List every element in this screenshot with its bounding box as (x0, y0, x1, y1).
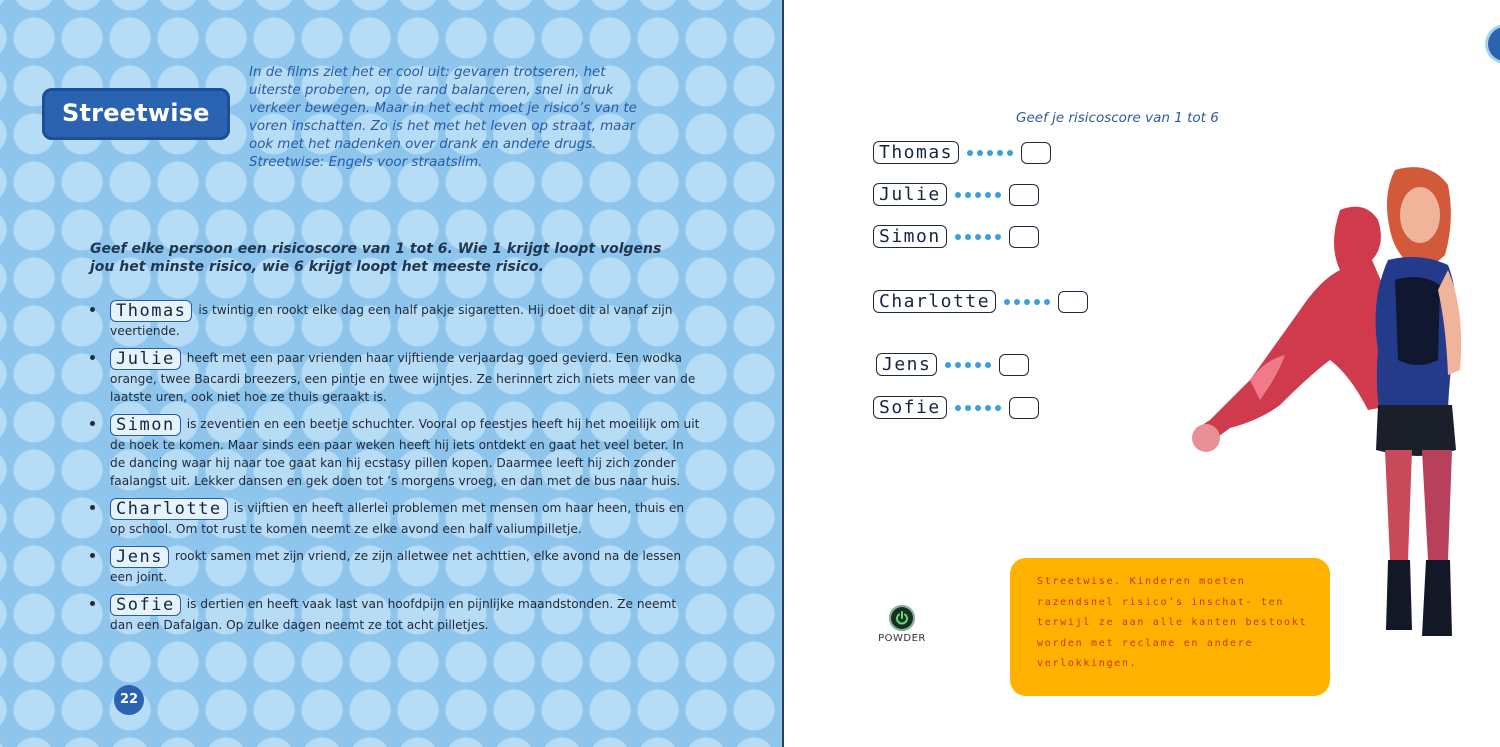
list-item (90, 348, 702, 406)
intro-text: In de films ziet het er cool uit: gevaren trotseren, het uiterste proberen, op de rand balanceren, snel in druk verkeer bewegen. Maar in het echt moet je risico’s van te voren inschatten. Zo is het met het leven op straat, maar ook met het nadenken over drank en andere drugs. Streetwise: Engels voor straatslim. (249, 65, 637, 170)
score-row (873, 290, 1088, 313)
score-answer-box[interactable] (1009, 226, 1039, 248)
bullet-icon (90, 421, 95, 426)
powder-logo (876, 605, 928, 644)
score-name: Charlotte (873, 290, 996, 313)
bullet-icon (90, 553, 95, 558)
dotted-leader (1004, 299, 1050, 305)
bullet-icon (90, 505, 95, 510)
power-icon (889, 605, 915, 631)
score-row (876, 353, 1029, 376)
dotted-leader (955, 234, 1001, 240)
person-description: is zeventien en een beetje schuchter. Vooral op feestjes heeft hij het moeilijk om uit de hoek te komen. Maar sinds een paar weken heeft hij iets ontdekt en gaat het veel beter. In de dancing waar hij naar toe gaat kan hij ecstasy pillen kopen. Daarmee leeft hij zich zonder faalangst uit. Lekker dansen en gek doen tot ’s morgens vroeg, en dan met de bus naar huis. (110, 417, 700, 488)
person-name: Simon (110, 414, 181, 436)
person-name: Sofie (110, 594, 181, 616)
bullet-icon (90, 307, 95, 312)
logo-label: POWDER (878, 633, 926, 644)
score-name: Simon (873, 225, 947, 248)
title-banner (42, 88, 230, 140)
score-answer-box[interactable] (1058, 291, 1088, 313)
note-text: Streetwise. Kinderen moeten razendsnel risico’s inschat- ten terwijl ze aan alle kanten bestookt worden met reclame en andere verlokkingen. (1037, 576, 1308, 669)
score-answer-box[interactable] (1021, 142, 1051, 164)
page-title: Streetwise (62, 99, 210, 127)
list-item (90, 414, 702, 490)
page-number: 22 (114, 685, 144, 715)
person-name: Julie (110, 348, 181, 370)
list-item (90, 498, 702, 538)
person-list (90, 300, 702, 642)
score-name: Thomas (873, 141, 959, 164)
score-name: Sofie (873, 396, 947, 419)
person-description: rookt samen met zijn vriend, ze zijn alletwee net achttien, elke avond na de lessen een joint. (110, 549, 682, 584)
score-row (873, 396, 1039, 419)
bullet-icon (90, 601, 95, 606)
list-item (90, 300, 702, 340)
score-answer-box[interactable] (1009, 397, 1039, 419)
dotted-leader (945, 362, 991, 368)
list-item (90, 546, 702, 586)
score-answer-box[interactable] (1009, 184, 1039, 206)
right-page (784, 0, 1500, 747)
person-name: Charlotte (110, 498, 228, 520)
instruction-text: Geef elke persoon een risicoscore van 1 tot 6. Wie 1 krijgt loopt volgens jou het minste risico, wie 6 krijgt loopt het meeste risico. (90, 241, 662, 275)
person-description: heeft met een paar vrienden haar vijftiende verjaardag goed gevierd. Een wodka orange, twee Bacardi breezers, een pintje en twee wijntjes. Ze herinnert zich niets meer van de laatste uren, ook niet hoe ze thuis geraakt is. (110, 351, 696, 404)
score-row (873, 141, 1051, 164)
page-number-badge-icon (1488, 27, 1500, 61)
score-heading: Geef je risicoscore van 1 tot 6 (1016, 110, 1219, 126)
bullet-icon (90, 355, 95, 360)
score-answer-box[interactable] (999, 354, 1029, 376)
person-description: is dertien en heeft vaak last van hoofdpijn en pijnlijke maandstonden. Ze neemt dan een Dafalgan. Op zulke dagen neemt ze tot acht pilletjes. (110, 597, 677, 632)
score-row (873, 225, 1039, 248)
person-name: Thomas (110, 300, 192, 322)
list-item (90, 594, 702, 634)
dotted-leader (967, 150, 1013, 156)
note-box (1010, 558, 1330, 696)
dotted-leader (955, 192, 1001, 198)
score-name: Julie (873, 183, 947, 206)
person-name: Jens (110, 546, 169, 568)
score-name: Jens (876, 353, 937, 376)
person-description: is vijftien en heeft allerlei problemen met mensen om haar heen, thuis en op school. Om tot rust te komen neemt ze elke avond een half valiumpilletje. (110, 501, 685, 536)
dotted-leader (955, 405, 1001, 411)
score-row (873, 183, 1039, 206)
person-description: is twintig en rookt elke dag een half pakje sigaretten. Hij doet dit al vanaf zijn veertiende. (110, 303, 673, 338)
